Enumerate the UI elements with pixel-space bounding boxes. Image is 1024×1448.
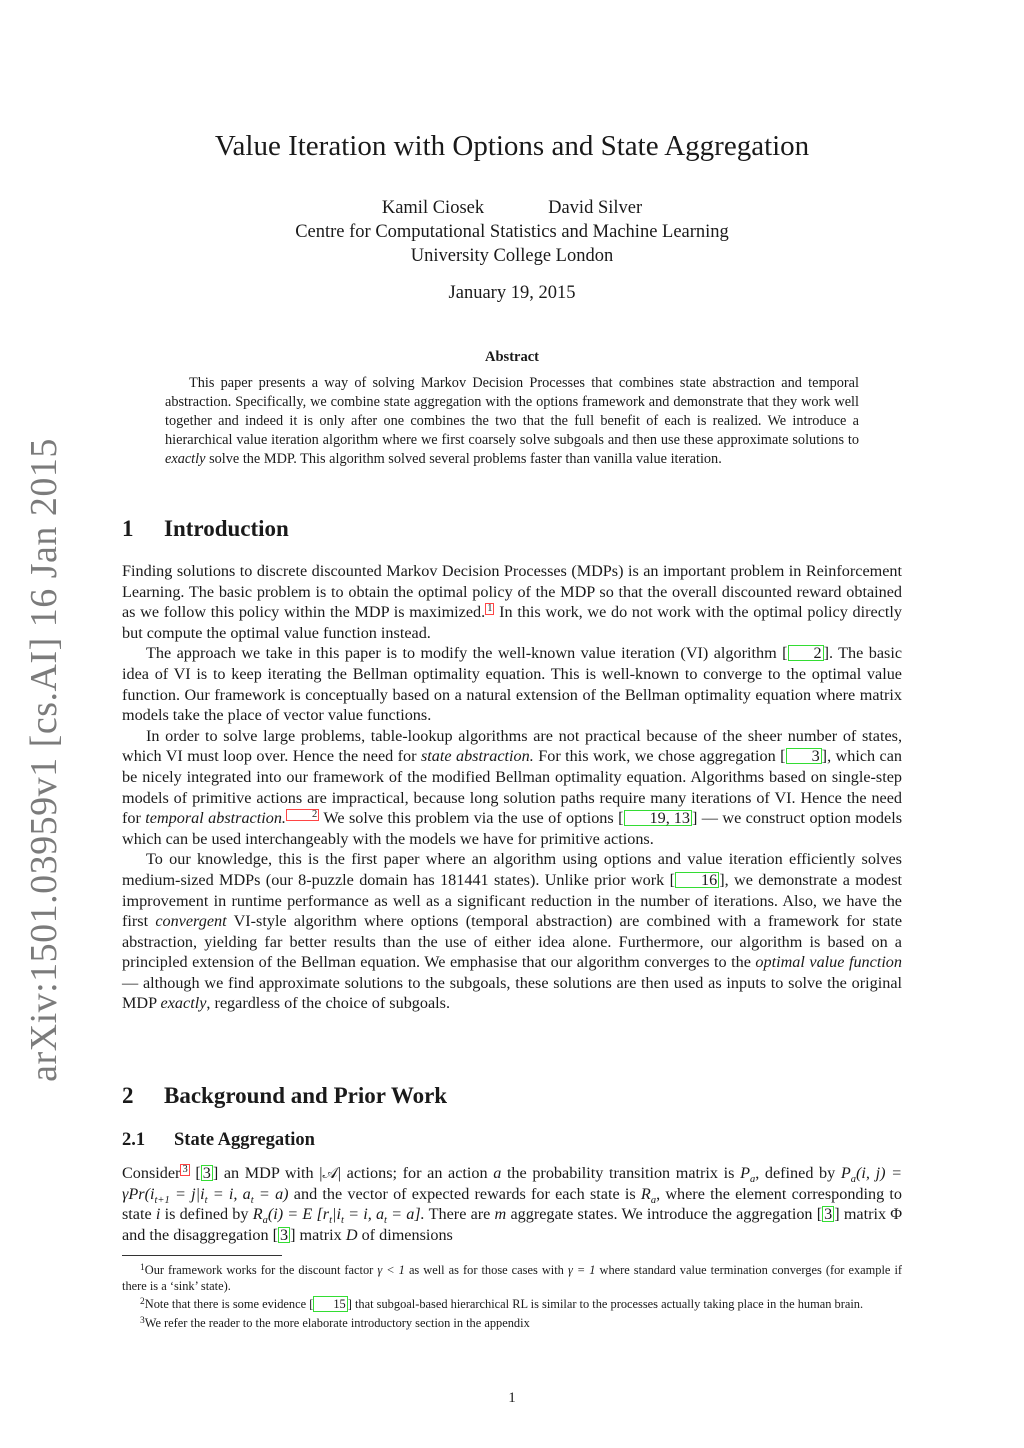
footnote-rule <box>122 1255 282 1256</box>
citation-link[interactable]: 3 <box>202 1164 211 1182</box>
citation-link[interactable]: 16 <box>675 872 719 888</box>
citation-link[interactable]: 3 <box>786 748 822 764</box>
paragraph: The approach we take in this paper is to modify the well-known value iteration (VI) algorithm [ 2 ]. The basic idea of VI is to keep iterating the Bellman optimality equation. This is well-known to converge to the optimal value function. Our framework is conceptually based on a natural extension of the Bellman optimality equation where matrix models take the place of vector value functions. <box>122 644 903 725</box>
author-names <box>122 196 902 220</box>
footnotes <box>122 1260 902 1331</box>
citation-link[interactable]: 15 <box>313 1296 347 1312</box>
paragraph: To our knowledge, this is the first paper where an algorithm using options and value iteration efficiently solves medium-sized MDPs (our 8-puzzle domain has 181441 states). Unlike prior work [ 16 ], we demonstrate a modest improvement in runtime performance as well as a significant reduction in the number of iterations. Also, we have the first convergent VI-style algorithm where options (temporal abstraction) are combined with a framework for state abstraction, yielding far better results than the use of either idea alone. Furthermore, our algorithm is based on a principled extension of the Bellman equation. We emphasise that our algorithm converges to the optimal value function — although we find approximate solutions to the subgoals, these solutions are then used as inputs to solve the original MDP exactly, regardless of the choice of subgoals. <box>122 850 903 1013</box>
paragraph: Finding solutions to discrete discounted Markov Decision Processes (MDPs) is an important problem in Reinforcement Learning. The basic problem is to obtain the optimal policy of the MDP so that the overall discounted reward obtained as we follow this policy within the MDP is maximized. 1 In this work, we do not work with the optimal policy directly but compute the optimal value function instead. <box>122 562 902 642</box>
page-number: 1 <box>508 1390 516 1406</box>
footnote-ref[interactable]: 3 <box>182 1164 188 1175</box>
citation-link[interactable]: 3 <box>824 1205 833 1224</box>
paper-title: Value Iteration with Options and State Aggregation <box>214 130 810 162</box>
paper-date: January 19, 2015 <box>448 283 576 303</box>
introduction-body <box>122 561 902 1014</box>
author-name: Kamil Ciosek <box>381 198 485 218</box>
affiliation-line: University College London <box>410 246 614 266</box>
citation-link[interactable]: 3 <box>279 1225 289 1244</box>
citation-link[interactable]: 2 <box>788 645 824 661</box>
subsection-heading-state-aggregation: 2.1 State Aggregation <box>122 1130 315 1150</box>
footnote-ref[interactable]: 2 <box>286 809 319 821</box>
author-name: David Silver <box>548 198 643 218</box>
footnote: $^1$Our framework works for the discount factor γ < 1 as well as for those cases with γ = 1 where standard value termination converges (for example if there is a ‘sink’ state). <box>122 1263 903 1294</box>
abstract-text: This paper presents a way of solving Markov Decision Processes that combines state abstraction and temporal abstraction. Specifically, we combine state aggregation with the options framework and demonstrate that they work well together and indeed it is only after one combines the two that the full benefit of each is realized. We introduce a hierarchical value iteration algorithm where we first coarsely solve subgoals and then use these approximate solutions to exactly solve the MDP. This algorithm solved several problems faster than vanilla value iteration. <box>165 375 859 467</box>
paragraph: In order to solve large problems, table-lookup algorithms are not practical because of the sheer number of states, which VI must loop over. Hence the need for state abstraction. For this work, we chose aggregation [ 3 ], which can be nicely integrated into our framework of the modified Bellman optimality equation. Algorithms based on single-step models of primitive actions are impractical, because long solution paths require many iterations of VI. Hence the need for temporal abstraction. 2 We solve this problem via the use of options [ 19, 13 ] — we construct option models which can be used interchangeably with the models we have for primitive actions. <box>122 726 903 848</box>
author-block <box>122 196 902 268</box>
section-heading-background: 2 Background and Prior Work <box>122 1083 448 1108</box>
section-heading-introduction: 1 Introduction <box>122 516 289 541</box>
footnote: $^3$We refer the reader to the more elaborate introductory section in the appendix <box>140 1315 530 1330</box>
footnote-ref[interactable]: 1 <box>487 603 493 615</box>
paragraph: Consider 3 [ 3 ] an MDP with |𝒜| actions; for an action a the probability transition matrix is $P_a$, defined by $P_a(i$, $j) = \gamma Pr(i_{t+1} = j|i_t = i$, $a_t = a$) and the vector of expected rewards for each state is $R_a$, where the element corresponding to state i is defined by $R_a(i) = E$ [$r_t|i_t = i$, $a_t = a$]. There are m aggregate states. We introduce the aggregation [ 3 ] matrix Φ and the disaggregation [ 3 ] matrix D of dimensions <box>122 1164 903 1244</box>
citation-link[interactable]: 19, 13 <box>624 810 692 826</box>
arxiv-side-identifier: arXiv:1501.03959v1 [cs.AI] 16 Jan 2015 <box>23 438 65 1082</box>
footnote: $^2$Note that there is some evidence [ 15 ] that subgoal-based hierarchical RL is similar to the processes actually taking place in the human brain. <box>140 1297 864 1312</box>
affiliation-line: Centre for Computational Statistics and Machine Learning <box>295 222 729 242</box>
abstract-heading: Abstract <box>485 349 539 365</box>
